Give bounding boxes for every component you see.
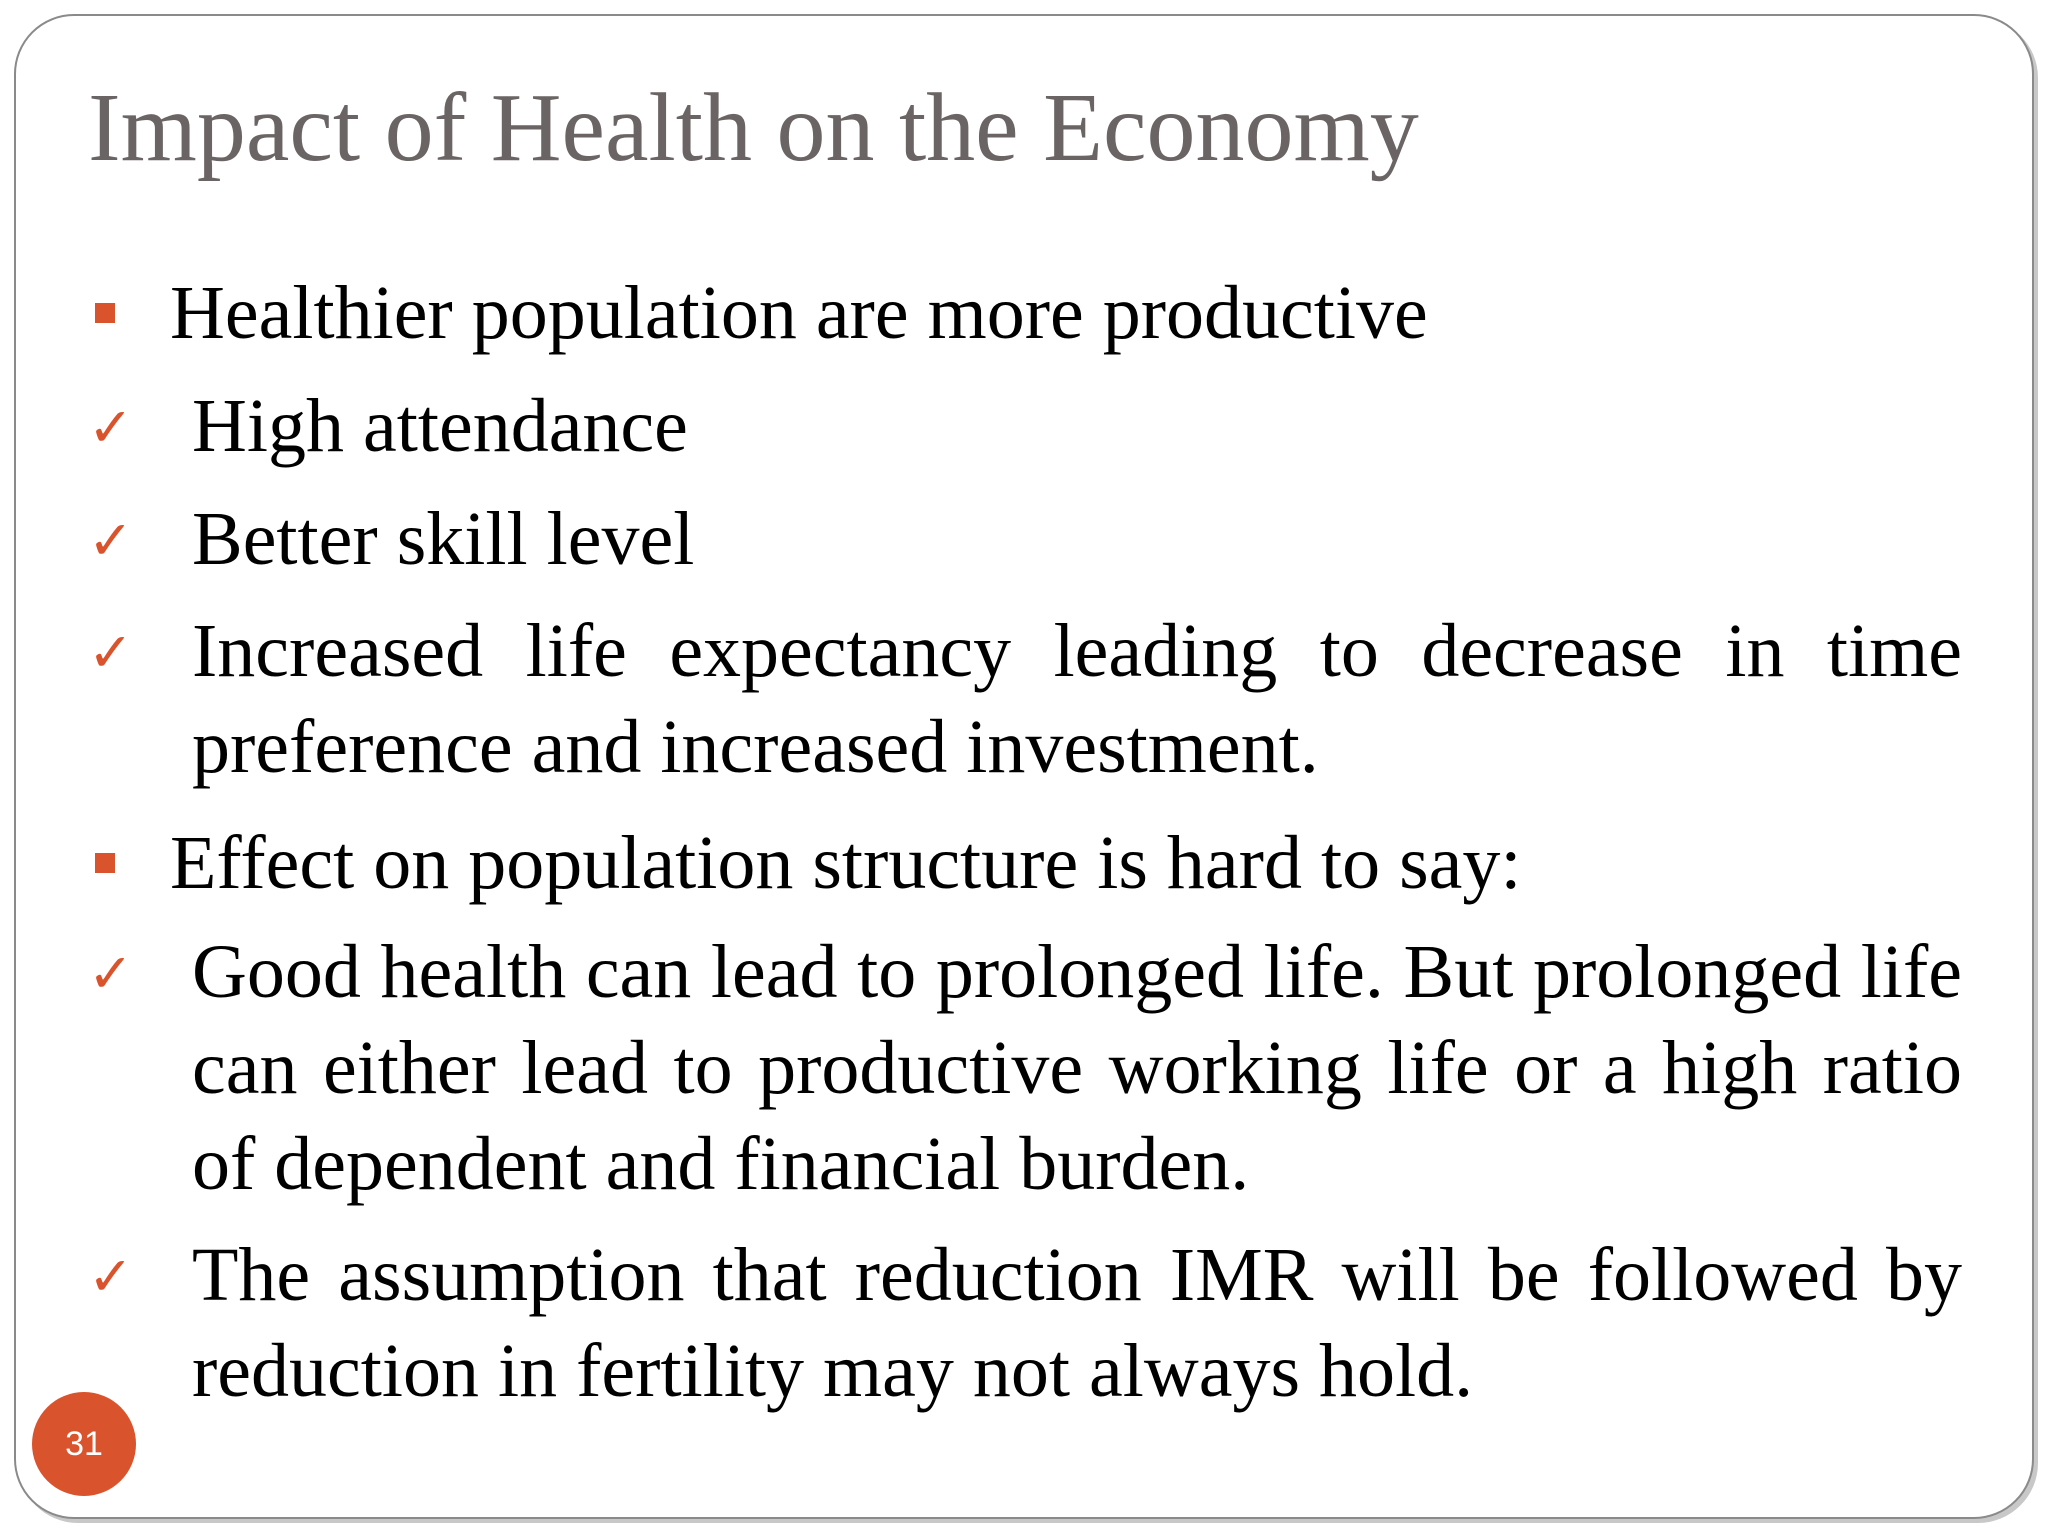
check-item-text: The assumption that reduction IMR will be followed by reduction in fertility may not always hold. bbox=[192, 1233, 1962, 1413]
square-bullet-icon bbox=[95, 853, 115, 873]
check-item-text: Increased life expectancy leading to decrease in time preference and increased investment. bbox=[192, 609, 1962, 789]
bullet-text: Effect on population structure is hard to say: bbox=[170, 821, 1522, 905]
page-number-badge: 31 bbox=[32, 1392, 136, 1496]
square-bullet-icon bbox=[95, 303, 115, 323]
slide-title: Impact of Health on the Economy bbox=[88, 74, 1419, 182]
checkmark-icon: ✓ bbox=[88, 509, 134, 572]
check-item-text: Good health can lead to prolonged life. But prolonged life can either lead to productive working life or a high ratio of dependent and financial burden. bbox=[192, 930, 1962, 1206]
check-item-text: Better skill level bbox=[192, 497, 695, 581]
check-item-text: High attendance bbox=[192, 384, 688, 468]
bullet-text: Healthier population are more productive bbox=[170, 271, 1428, 355]
checkmark-icon: ✓ bbox=[88, 396, 134, 459]
checkmark-icon: ✓ bbox=[88, 1245, 134, 1308]
checkmark-icon: ✓ bbox=[88, 621, 134, 684]
checkmark-icon: ✓ bbox=[88, 942, 134, 1005]
